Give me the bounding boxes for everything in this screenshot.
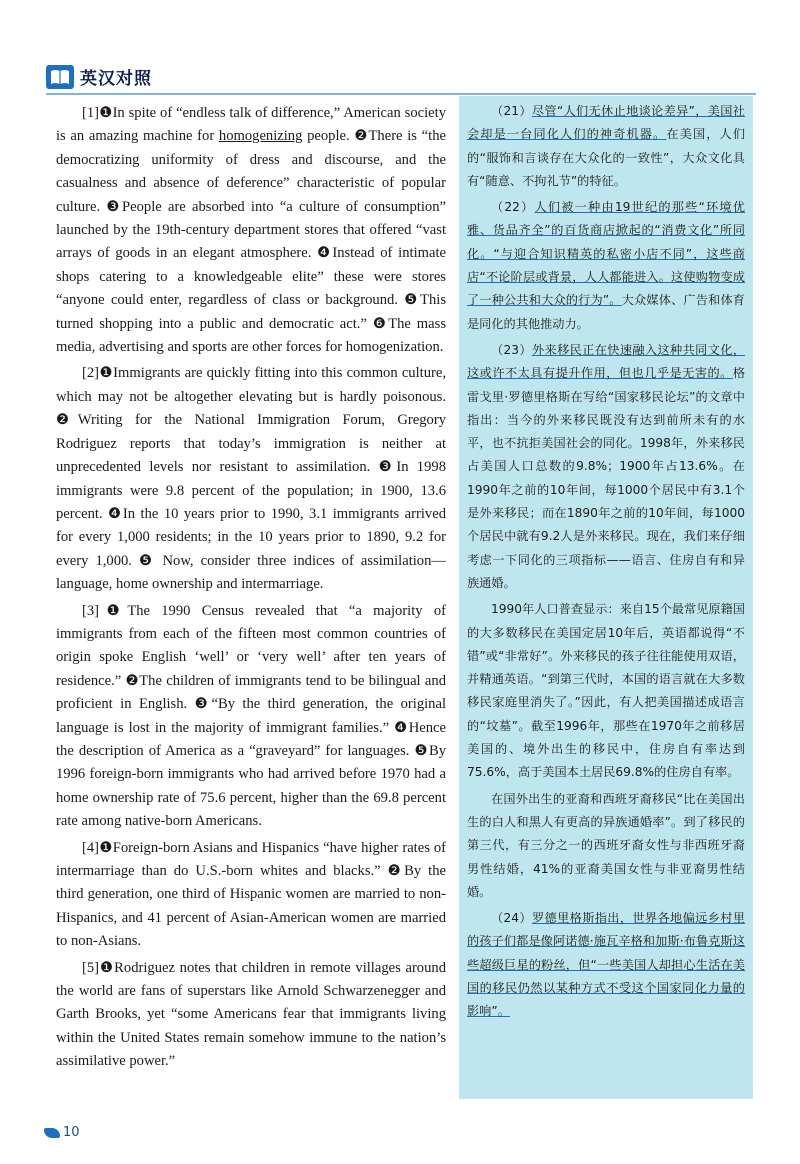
translation-22 xyxy=(467,196,745,336)
translation-text: 在国外出生的亚裔和西班牙裔移民“比在美国出生的白人和黑人有更高的异族通婚率”。到了移民的第三代，有三分之一的西班牙裔女性与非西班牙裔男性结婚，41%的亚裔美国女性与非亚裔男性结婚。 xyxy=(467,791,745,899)
paragraph-text: ❶Rodriguez notes that children in remote villages around the world are fans of superstars like Arnold Schwarzenegger and Garth Brooks, yet “some Americans fear that immigrants living within the United States remain somehow immune to the nation’s assimilative power.” xyxy=(56,959,446,1070)
chinese-translation-panel xyxy=(459,96,753,1099)
paragraph-text: ❷There is “the democratizing uniformity of dress and discourse, and the casualness and absence of deference” characteristic of popular culture. ❸People are absorbed into “a culture of consumption” launched by the 19th-century department stores that offered “vast arrays of goods in an elegant atmosphere. ❹Instead of intimate shops catering to a knowledgeable elite” these were stores “anyone could enter, regardless of class or background. ❺This turned shopping into a public and democratic act.” ❻The mass media, advertising and sports are other forces for homogenization. xyxy=(56,128,446,356)
paragraph-number: [3] xyxy=(82,602,100,619)
paragraph-3 xyxy=(56,600,446,834)
underlined-word: homogenizing xyxy=(218,128,303,145)
translation-text: 大众媒体、广告和体育是同化的其他推动力。 xyxy=(467,293,745,331)
highlighted-translation: 罗德里格斯指出，世界各地偏远乡村里的孩子们都是像阿诺德·施瓦辛格和加斯·布鲁克斯这些超级巨星的粉丝，但“一些美国人却担心生活在美国的移民仍然以某种方式不受这个国家同化力量的影响”。 xyxy=(467,911,746,1019)
highlighted-translation: 人们被一种由19世纪的那些“环境优雅、货品齐全”的百货商店掀起的“消费文化”所同化。“与迎合知识精英的私密小店不同”，这些商店“不论阶层或背景，人人都能进入。这使购物变成了一种公共和大众的行为”。 xyxy=(467,200,745,308)
translation-paragraph-3 xyxy=(467,598,745,784)
book-icon xyxy=(46,65,74,89)
paragraph-4 xyxy=(56,837,446,954)
translation-text: 格雷戈里·罗德里格斯在写给“国家移民论坛”的文章中指出：当今的外来移民既没有达到前所未有的水平，也不抗拒美国社会的同化。1998年，外来移民占美国人口总数的9.8%；1900年占13.6%。在1990年之前的10年间，每1000个居民中有3.1个是外来移民；而在1890年之前的10年间，每1000个居民中就有9.2人是外来移民。现在，我们来仔细考虑一下同化的三项指标——语言、住房自有和异族通婚。 xyxy=(467,366,745,590)
translation-21 xyxy=(467,100,745,193)
sentence-number: （21） xyxy=(491,104,532,118)
page-footer xyxy=(44,1125,80,1140)
translation-text: 1990年人口普查显示：来自15个最常见原籍国的大多数移民在美国定居10年后，英语都说得“不错”或“非常好”。外来移民的孩子往往能使用双语，并精通英语。“到第三代时，本国的语言就在大多数移民家庭里消失了。”因此，有人把美国描述成语言的“坟墓”。截至1996年，那些在1970年之前移居美国的、境外出生的移民中，住房自有率达到75.6%，高于美国本土居民69.8%的住房自有率。 xyxy=(467,602,745,780)
sentence-number: （23） xyxy=(491,342,532,357)
header-divider xyxy=(46,93,756,95)
paragraph-number: [4] xyxy=(82,839,100,856)
paragraph-number: [5] xyxy=(82,959,100,976)
paragraph-5 xyxy=(56,957,446,1074)
translation-text: 在美国，人们的“服饰和言谈存在大众化的一致性”，大众文化具有“随意、不拘礼节”的特征。 xyxy=(467,127,745,188)
paragraph-2 xyxy=(56,362,446,596)
highlighted-translation: 外来移民正在快速融入这种共同文化，这或许不太具有提升作用，但也几乎是无害的。 xyxy=(467,342,746,381)
english-column xyxy=(56,102,446,1077)
paragraph-text: ❶The 1990 Census revealed that “a majority of immigrants from each of the fifteen most common countries of origin spoke English ‘well’ or ‘very well’ after ten years of residence.” ❷The children of immigrants tend to be bilingual and proficient in English. ❸“By the third generation, the original language is lost in the majority of immigrant families.” ❹Hence the description of America as a “graveyard” for languages. ❺By 1996 foreign-born immigrants who had arrived before 1970 had a home ownership rate of 75.6 percent, higher than the 69.8 percent rate among native-born Americans. xyxy=(56,602,446,830)
section-title: 英汉对照 xyxy=(80,69,152,89)
translation-24 xyxy=(467,907,745,1023)
sentence-number: （22） xyxy=(491,200,535,215)
paragraph-1 xyxy=(56,102,446,359)
page-number: 10 xyxy=(63,1125,80,1140)
paragraph-number: [2] xyxy=(82,365,100,382)
page-header xyxy=(46,64,152,89)
page-marker-icon xyxy=(44,1128,60,1138)
highlighted-translation: 尽管“人们无休止地谈论差异”，美国社会却是一台同化人们的神奇机器。 xyxy=(467,104,745,142)
paragraph-text: ❶Foreign-born Asians and Hispanics “have higher rates of intermarriage than do U.S.-born whites and blacks.” ❷By the third generation, one third of Hispanic women are married to non-Hispanics, and 41 percent of Asian-American women are married to non-Asians. xyxy=(56,839,446,950)
sentence-text: ❶In spite of “endless talk of difference,” American society is an amazing machine for xyxy=(56,105,446,145)
paragraph-text: ❶Immigrants are quickly fitting into this common culture, which may not be altogether elevating but is hardly poisonous. ❷Writing for the National Immigration Forum, Gregory Rodriguez reports that today’s immigration is neither at unprecedented levels nor resistant to assimilation. ❸In 1998 immigrants were 9.8 percent of the population; in 1900, 13.6 percent. ❹In the 10 years prior to 1990, 3.1 immigrants arrived for every 1,000 residents; in the 10 years prior to 1890, 9.2 for every 1,000. ❺ Now, consider three indices of assimilation—language, home ownership and intermarriage. xyxy=(56,365,446,593)
sentence-number: （24） xyxy=(491,911,532,926)
paragraph-number: [1] xyxy=(82,105,100,121)
translation-23 xyxy=(467,339,745,595)
translation-paragraph-4 xyxy=(467,788,745,904)
sentence-text: people. xyxy=(302,128,355,145)
